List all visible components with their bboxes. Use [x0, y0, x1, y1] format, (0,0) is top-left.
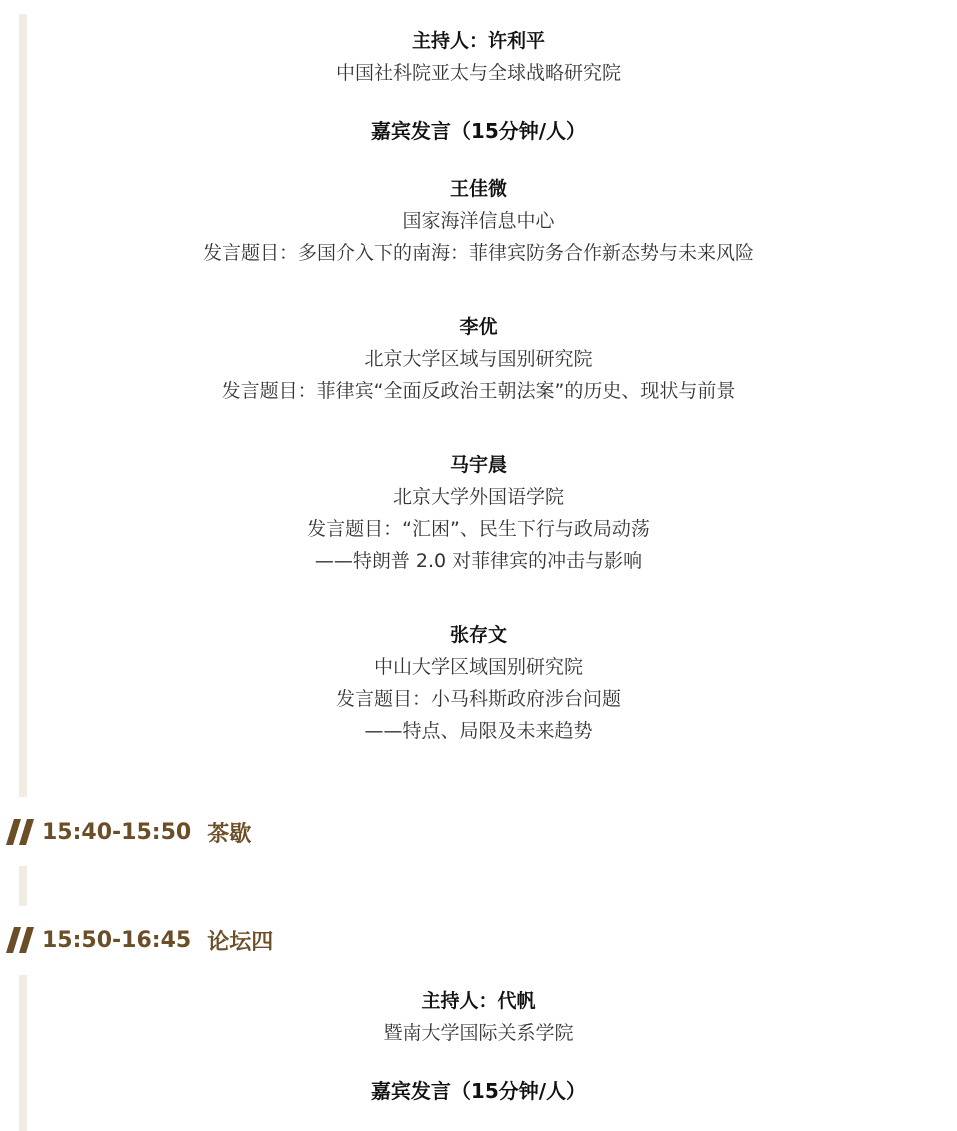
speaker-org: 北京大学外国语学院: [392, 486, 564, 508]
host-org: 中国社科院亚太与全球战略研究院: [335, 62, 621, 84]
speaker-topic-subtitle: ——特点、局限及未来趋势: [364, 720, 593, 742]
speaker-topic: 发言题目：菲律宾“全面反政治王朝法案”的历史、现状与前景: [221, 380, 736, 402]
speaker-name: 王佳微: [449, 178, 507, 200]
forum4-heading: [6, 923, 273, 957]
speaker-topic-subtitle: ——特朗普 2.0 对菲律宾的冲击与影响: [314, 550, 643, 572]
guest-heading: 嘉宾发言（15分钟/人）: [370, 1079, 587, 1103]
double-slash-icon: [6, 927, 36, 953]
speaker-name: 马宇晨: [449, 454, 507, 476]
host-label: 主持人：代帆: [421, 990, 536, 1012]
forum4-title: 论坛四: [207, 929, 274, 955]
forum4-time: 15:50-16:45: [42, 927, 192, 953]
speaker-org: 国家海洋信息中心: [402, 210, 555, 232]
speaker-topic: 发言题目：小马科斯政府涉台问题: [335, 688, 621, 710]
speaker-org: 北京大学区域与国别研究院: [364, 348, 593, 370]
speaker-org: 中山大学区域国别研究院: [373, 656, 583, 678]
forum4-block: [0, 975, 957, 1131]
speaker-topic: 发言题目：多国介入下的南海：菲律宾防务合作新态势与未来风险: [202, 242, 754, 264]
guest-heading: 嘉宾发言（15分钟/人）: [370, 119, 587, 143]
speaker-topic: 发言题目：“汇困”、民生下行与政局动荡: [307, 518, 650, 540]
session3-content: [0, 25, 957, 747]
break-title: 茶歇: [207, 821, 252, 847]
speaker-name: 李优: [459, 316, 498, 338]
break-heading: [6, 815, 251, 849]
host-org: 暨南大学国际关系学院: [383, 1022, 574, 1044]
break-time: 15:40-15:50: [42, 819, 192, 845]
double-slash-icon: [6, 819, 36, 845]
host-label: 主持人：许利平: [411, 30, 545, 52]
break-side-bar: [19, 866, 27, 906]
forum4-content: [0, 985, 957, 1107]
speaker-name: 张存文: [449, 624, 507, 646]
